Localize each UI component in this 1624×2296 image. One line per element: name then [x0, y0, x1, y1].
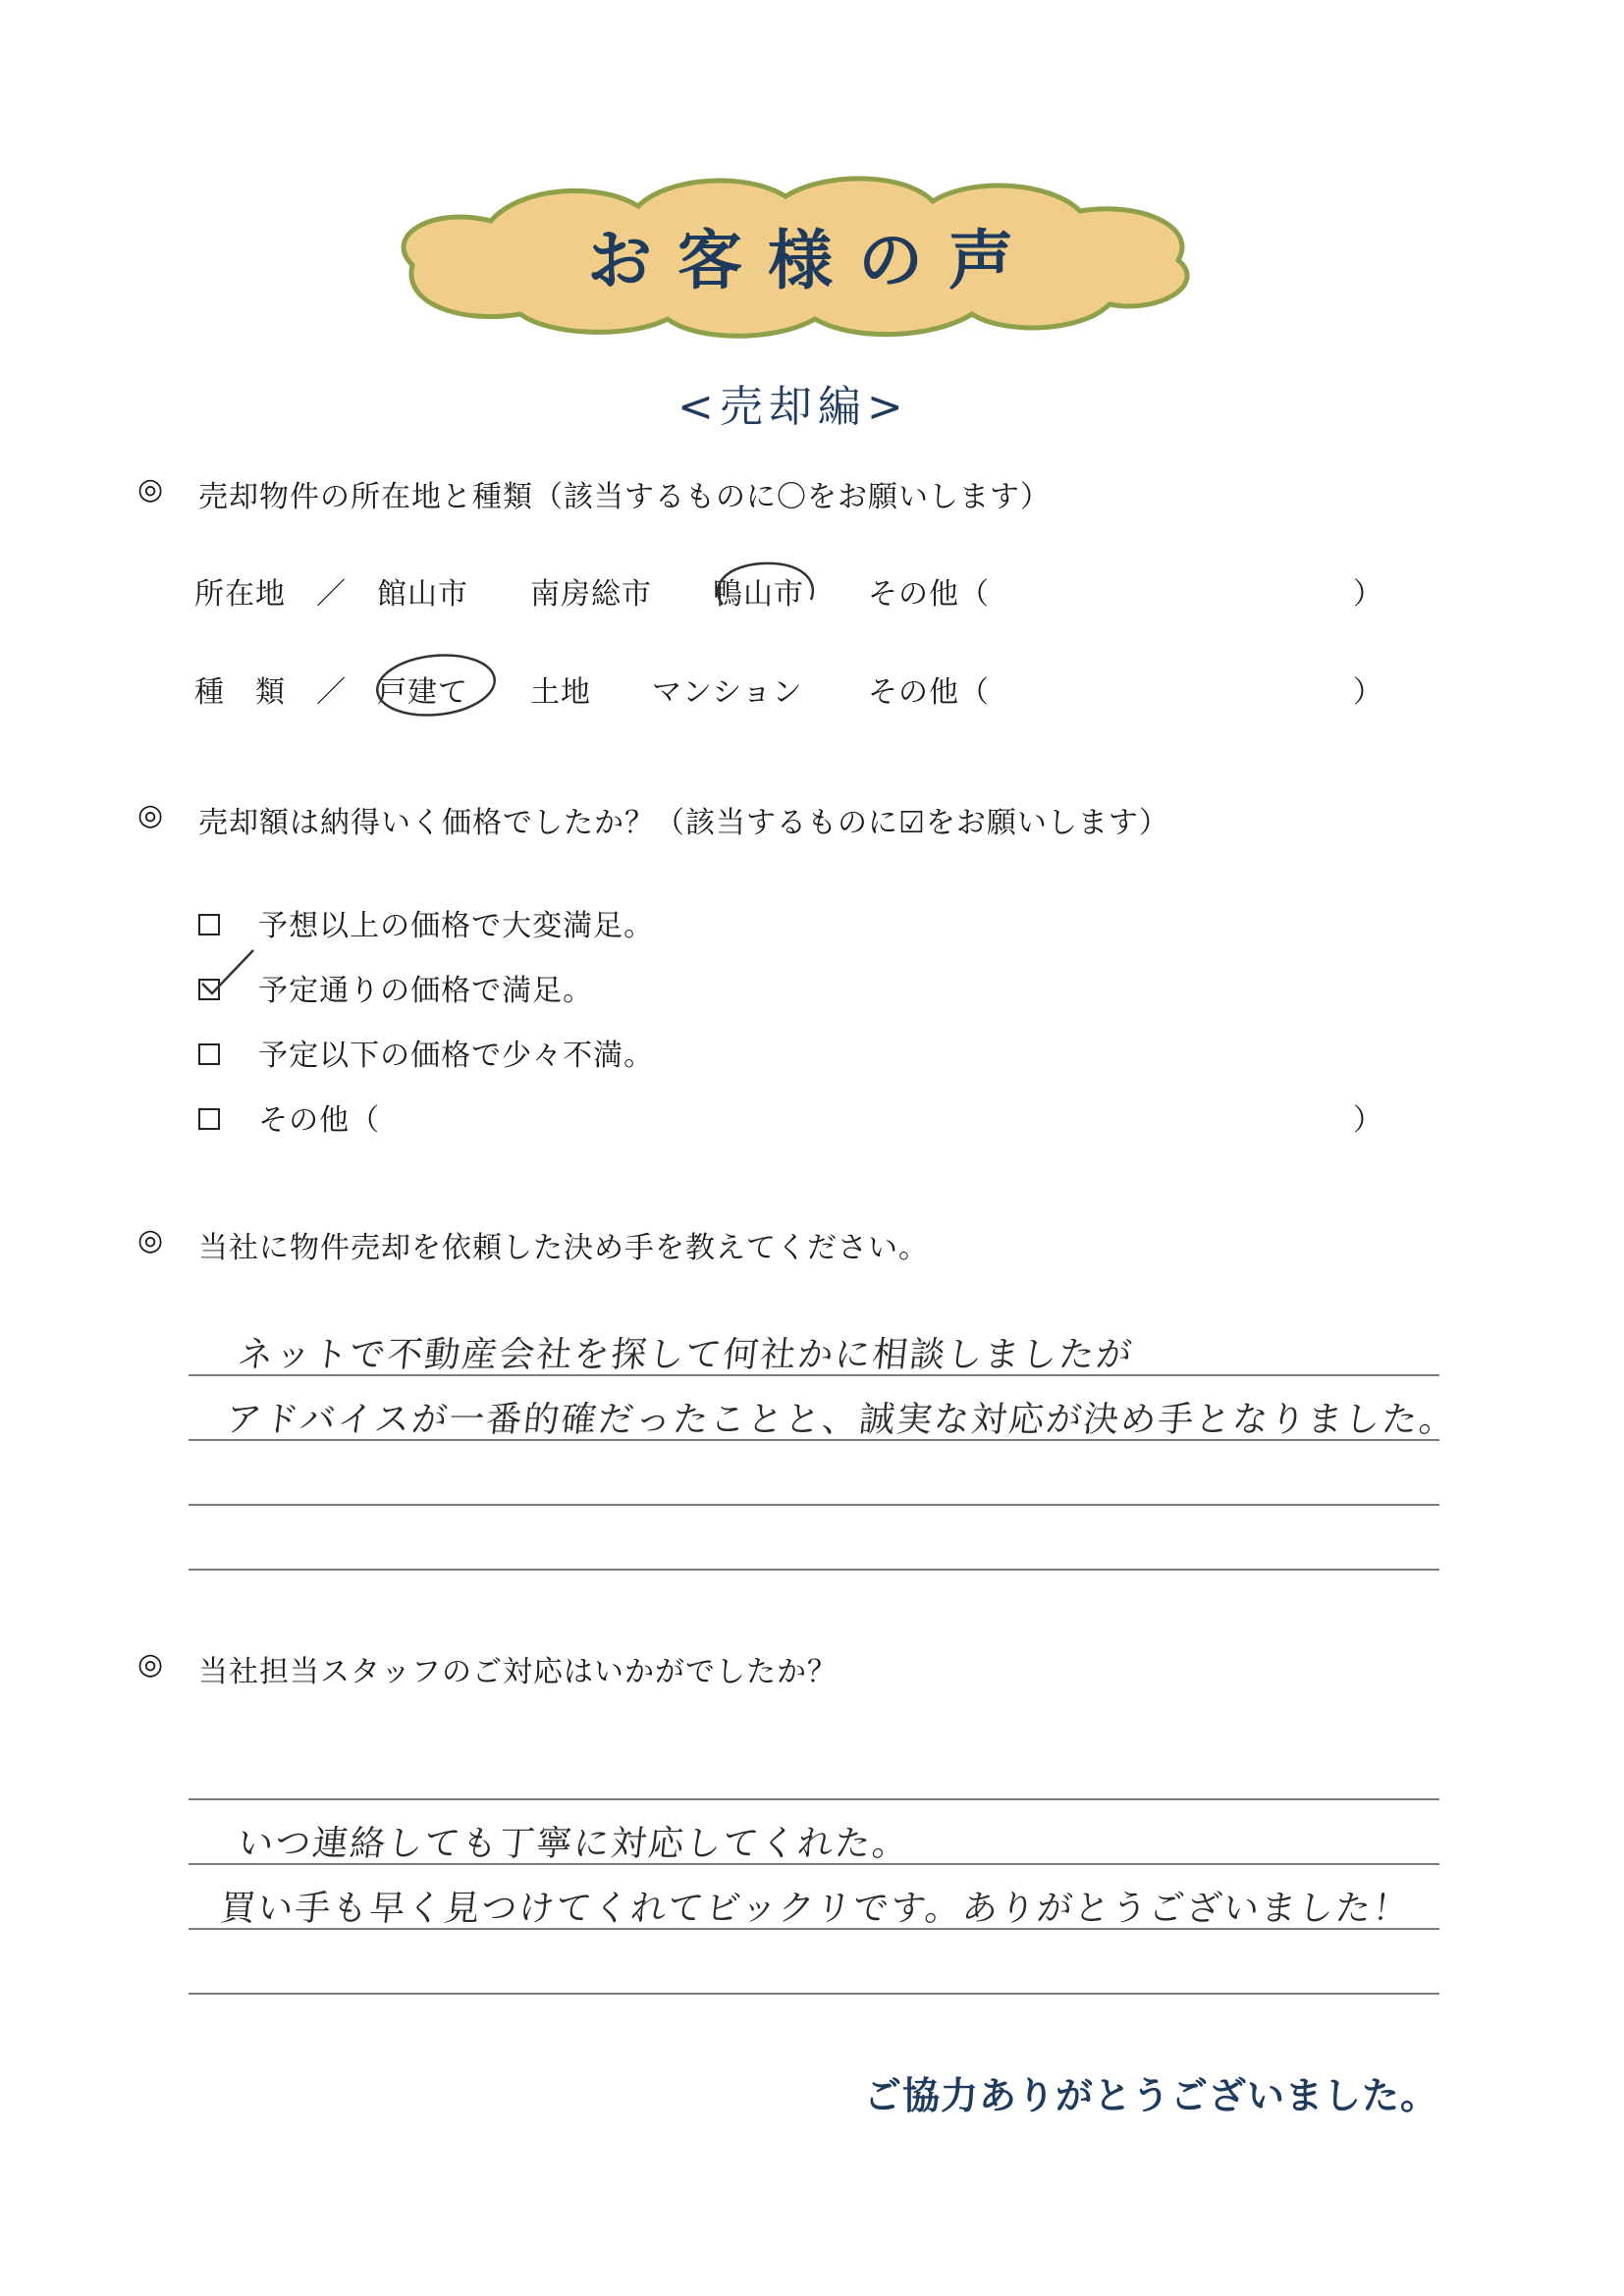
page-subtitle: <売却編> [677, 382, 909, 432]
location-option-tateyama[interactable]: 館山市 [377, 577, 468, 612]
answer-rule [189, 1863, 1439, 1865]
price-option-3[interactable] [198, 1031, 654, 1074]
answer-rule [189, 1993, 1439, 1995]
price-other-close-paren: ） [1353, 1103, 1383, 1138]
location-option-other[interactable]: その他（ [868, 577, 990, 612]
type-option-land[interactable]: 土地 [530, 675, 591, 710]
location-label: 所在地 [194, 577, 286, 612]
location-option-minamiboso[interactable]: 南房総市 [530, 577, 652, 612]
q2-mark: ◎ [137, 798, 164, 832]
location-slash: ／ [316, 577, 347, 612]
answer-rule [189, 1374, 1439, 1376]
q4-question: 当社担当スタッフのご対応はいかがでしたか？ [198, 1655, 838, 1689]
answer-rule [189, 1504, 1439, 1506]
type-option-other[interactable]: その他（ [868, 675, 990, 710]
location-close-paren: ） [1353, 577, 1383, 612]
q1-question: 売却物件の所在地と種類（該当するものに〇をお願いします） [198, 480, 1051, 514]
price-option-1[interactable] [198, 901, 654, 944]
price-option-text: その他（ [258, 1103, 381, 1138]
q3-question: 当社に物件売却を依頼した決め手を教えてください。 [198, 1231, 929, 1265]
type-option-house[interactable]: 戸建て [377, 675, 468, 710]
type-close-paren: ） [1353, 675, 1383, 710]
checkbox[interactable] [198, 1108, 220, 1130]
check-mark [194, 942, 263, 1001]
q4-answer-line-2: 買い手も早く見つけてくれてビックリです。ありがとうございました！ [218, 1889, 1413, 1929]
q4-answer-line-1: いつ連絡しても丁寧に対応してくれた。 [236, 1824, 912, 1864]
answer-rule [189, 1928, 1439, 1930]
q2-question: 売却額は納得いく価格でしたか？（該当するものに☑をお願いします） [198, 806, 1169, 840]
price-option-text: 予想以上の価格で大変満足。 [258, 909, 655, 943]
location-option-kamogawa[interactable]: 鴨山市 [713, 577, 804, 612]
q4-mark: ◎ [137, 1647, 164, 1682]
price-option-4[interactable] [198, 1095, 380, 1139]
type-circle-mark [369, 638, 507, 726]
answer-rule [189, 1439, 1439, 1441]
answer-rule [189, 1569, 1439, 1571]
q3-answer-line-2: アドバイスが一番的確だったことと、誠実な対応が決め手となりました。 [224, 1400, 1459, 1440]
q1-mark: ◎ [137, 472, 164, 507]
checkbox[interactable] [198, 914, 220, 935]
type-slash: ／ [316, 675, 347, 710]
price-option-text: 予定通りの価格で満足。 [258, 974, 594, 1008]
checkbox[interactable] [198, 1043, 220, 1065]
q3-answer-line-1: ネットで不動産会社を探して何社かに相談しましたが [236, 1335, 1136, 1375]
q3-mark: ◎ [137, 1223, 164, 1257]
price-option-text: 予定以下の価格で少々不満。 [258, 1039, 655, 1073]
type-option-mansion[interactable]: マンション [652, 675, 803, 710]
location-circle-mark [703, 546, 821, 624]
page-title: お客様の声 [587, 223, 1039, 298]
thanks-message: ご協力ありがとうございました。 [864, 2074, 1439, 2117]
answer-rule [189, 1798, 1439, 1800]
type-label: 種 類 [194, 675, 286, 710]
